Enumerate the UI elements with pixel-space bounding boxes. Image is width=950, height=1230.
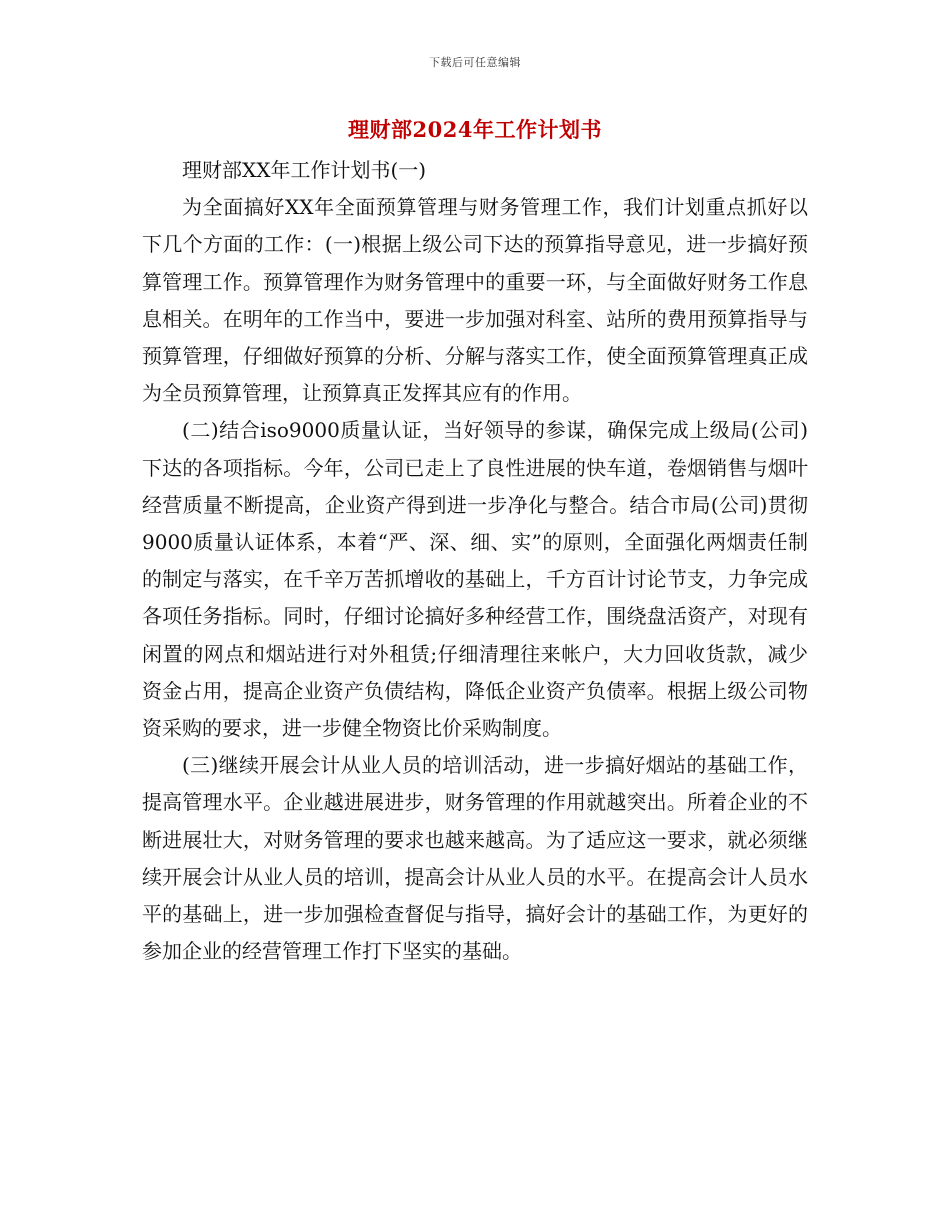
header-note: 下载后可任意编辑 [429, 56, 521, 69]
paragraph-1: 为全面搞好XX年全面预算管理与财务管理工作，我们计划重点抓好以下几个方面的工作：(一)根据上级公司下达的预算指导意见，进一步搞好预算管理工作。预算管理作为财务管理中的重要一环，与全面做好财务工作息息相关。在明年的工作当中，要进一步加强对科室、站所的费用预算指导与预算管理，仔细做好预算的分析、分解与落实工作，使全面预算管理真正成为全员预算管理，让预算真正发挥其应有的作用。 [142, 195, 808, 406]
paragraph-2: (二)结合iso9000质量认证，当好领导的参谋，确保完成上级局(公司)下达的各项指标。今年，公司已走上了良性进展的快车道，卷烟销售与烟叶经营质量不断提高，企业资产得到进一步净化与整合。结合市局(公司)贯彻9000质量认证体系，本着“严、深、细、实”的原则，全面强化两烟责任制的制定与落实，在千辛万苦抓增收的基础上，千方百计讨论节支，力争完成各项任务指标。同时，仔细讨论搞好多种经营工作，围绕盘活资产，对现有闲置的网点和烟站进行对外租赁;仔细清理往来帐户，大力回收货款，减少资金占用，提高企业资产负债结构，降低企业资产负债率。根据上级公司物资采购的要求，进一步健全物资比价采购制度。 [142, 418, 808, 741]
document-body [142, 152, 808, 970]
paragraph-3: (三)继续开展会计从业人员的培训活动，进一步搞好烟站的基础工作，提高管理水平。企业越进展进步，财务管理的作用就越突出。所着企业的不断进展壮大，对财务管理的要求也越来越高。为了适应这一要求，就必须继续开展会计从业人员的培训，提高会计从业人员的水平。在提高会计人员水平的基础上，进一步加强检查督促与指导，搞好会计的基础工作，为更好的参加企业的经营管理工作打下坚实的基础。 [142, 753, 808, 964]
paragraph-subtitle: 理财部XX年工作计划书(一) [182, 158, 427, 182]
document-title: 理财部2024年工作计划书 [348, 117, 602, 142]
